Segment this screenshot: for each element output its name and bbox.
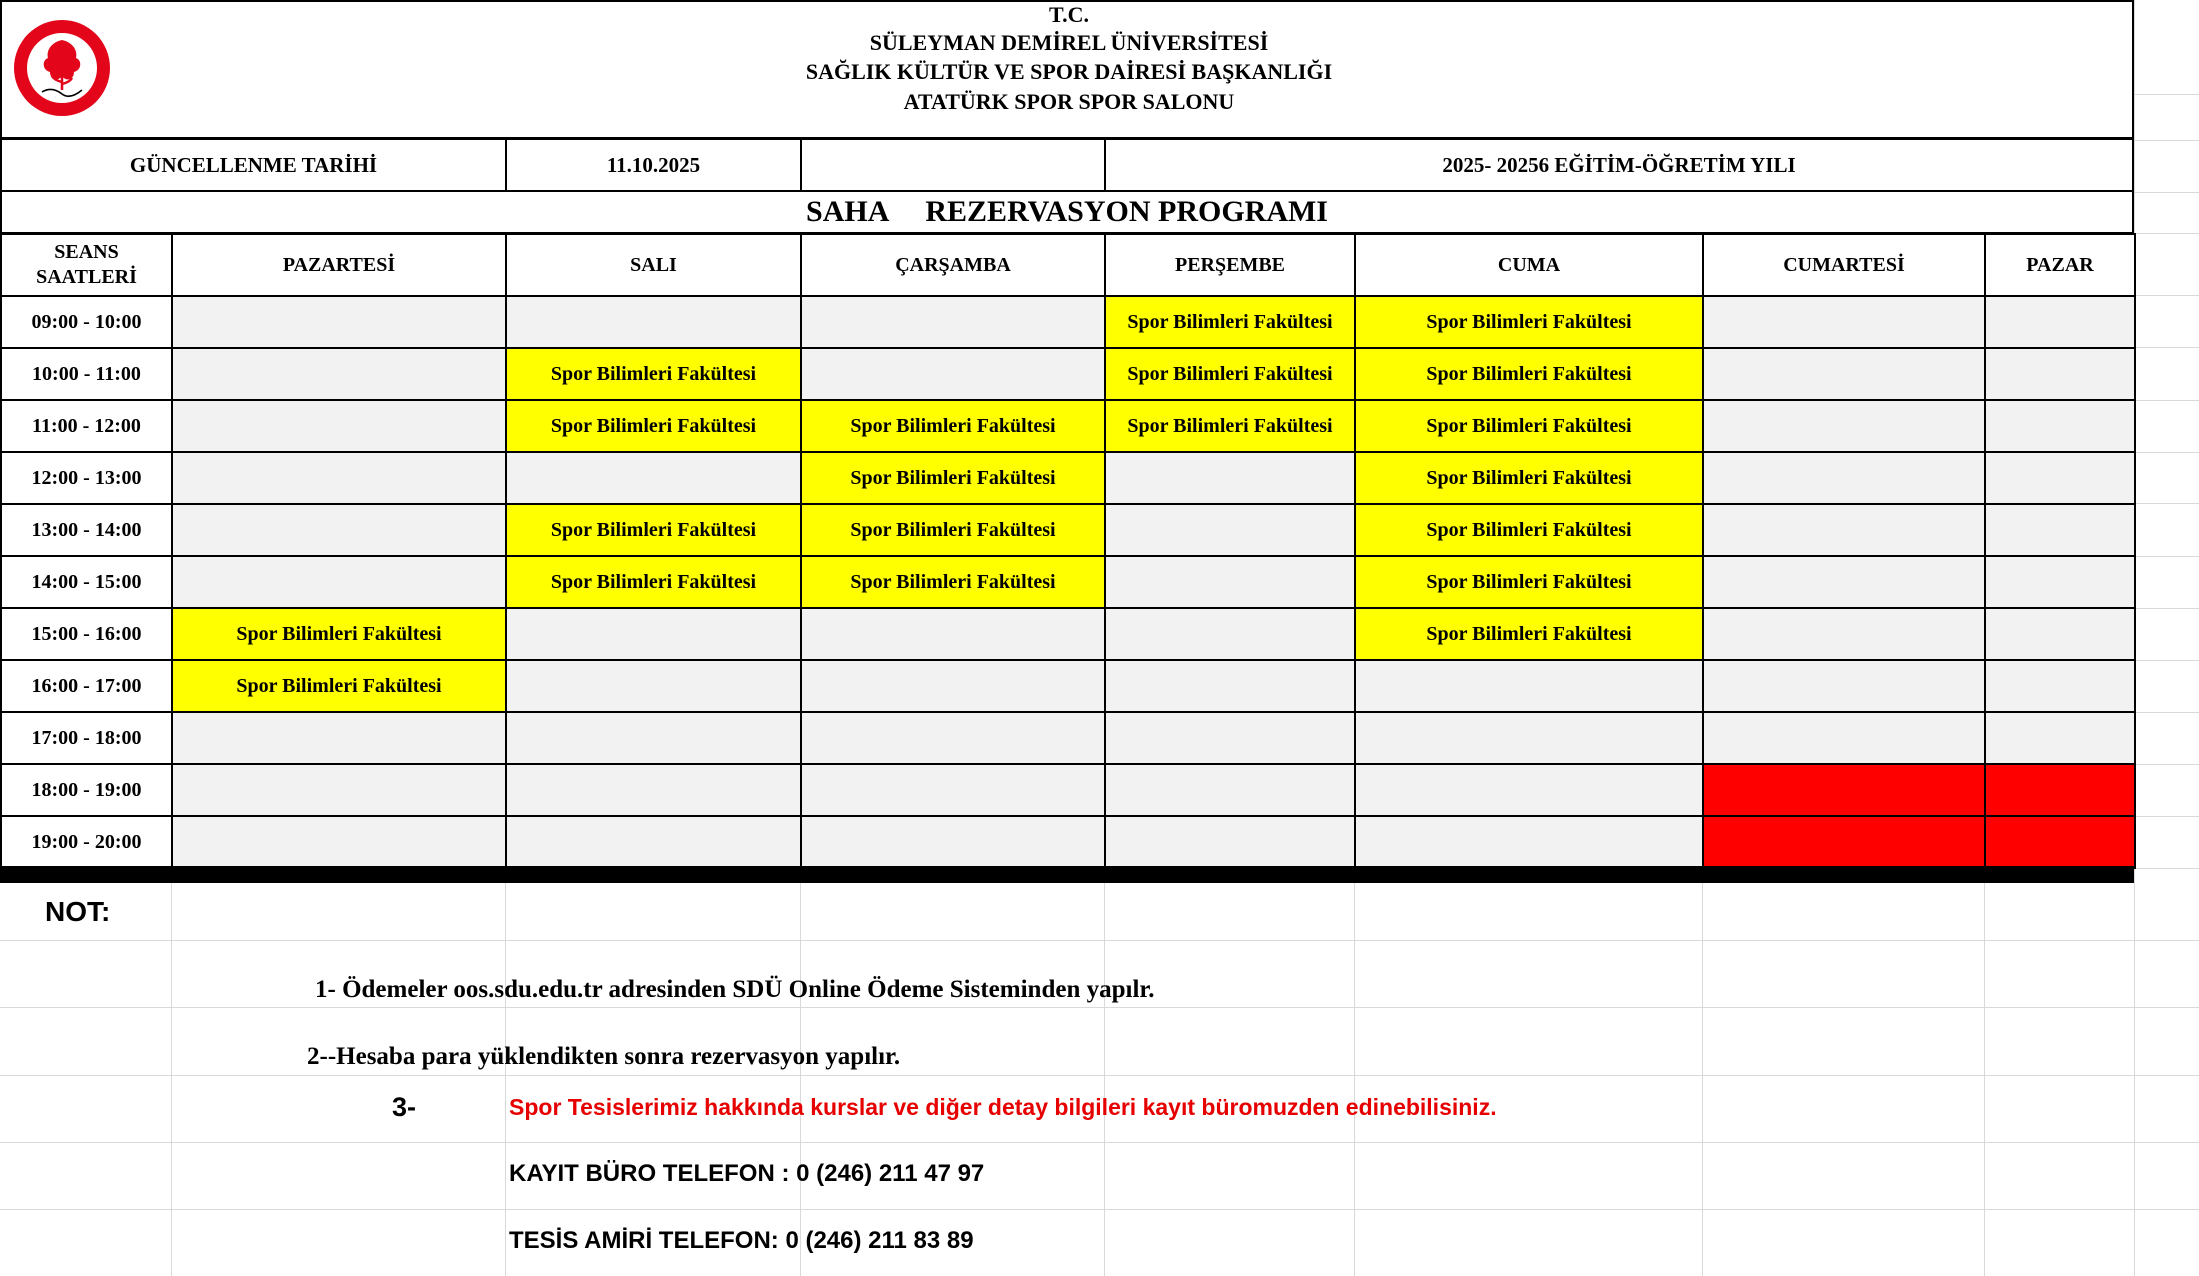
empty-slot bbox=[1703, 452, 1985, 504]
column-header-day: PAZARTESİ bbox=[172, 234, 506, 296]
column-header-day: CUMARTESİ bbox=[1703, 234, 1985, 296]
empty-slot bbox=[172, 712, 506, 764]
empty-slot bbox=[1105, 816, 1355, 868]
empty-slot bbox=[801, 712, 1105, 764]
empty-slot bbox=[1105, 556, 1355, 608]
empty-slot bbox=[506, 764, 801, 816]
note-item-2: 2--Hesaba para yüklendikten sonra rezervasyon yapılır. bbox=[307, 1043, 901, 1070]
empty-slot bbox=[506, 660, 801, 712]
empty-slot bbox=[506, 712, 801, 764]
column-header-day: PAZAR bbox=[1985, 234, 2135, 296]
empty-slot bbox=[1985, 556, 2135, 608]
empty-slot bbox=[1985, 712, 2135, 764]
table-row bbox=[1, 712, 2135, 764]
table-row bbox=[1, 296, 2135, 348]
empty-slot bbox=[172, 348, 506, 400]
table-header-row bbox=[1, 234, 2135, 296]
empty-slot bbox=[506, 452, 801, 504]
blocked-slot bbox=[1703, 764, 1985, 816]
empty-slot bbox=[801, 348, 1105, 400]
empty-slot bbox=[1105, 452, 1355, 504]
empty-slot bbox=[801, 608, 1105, 660]
empty-slot bbox=[1703, 400, 1985, 452]
booked-slot: Spor Bilimleri Fakültesi bbox=[506, 556, 801, 608]
note-item-1: 1- Ödemeler oos.sdu.edu.tr adresinden SDÜ Online Ödeme Sisteminden yapılr. bbox=[315, 976, 1155, 1003]
empty-slot bbox=[172, 452, 506, 504]
header-line-facility: ATATÜRK SPOR SPOR SALONU bbox=[903, 89, 1235, 114]
booked-slot: Spor Bilimleri Fakültesi bbox=[801, 452, 1105, 504]
empty-slot bbox=[1703, 712, 1985, 764]
empty-slot bbox=[1105, 712, 1355, 764]
blocked-slot bbox=[1985, 764, 2135, 816]
empty-slot bbox=[1703, 296, 1985, 348]
booked-slot: Spor Bilimleri Fakültesi bbox=[506, 400, 801, 452]
booked-slot: Spor Bilimleri Fakültesi bbox=[1355, 452, 1703, 504]
column-header-day: CUMA bbox=[1355, 234, 1703, 296]
table-row bbox=[1, 608, 2135, 660]
column-header-day: SALI bbox=[506, 234, 801, 296]
title-part-saha: SAHA bbox=[806, 195, 890, 228]
empty-slot bbox=[172, 296, 506, 348]
info-row bbox=[0, 140, 2134, 192]
empty-slot bbox=[1985, 608, 2135, 660]
empty-slot bbox=[1703, 348, 1985, 400]
empty-slot bbox=[1703, 556, 1985, 608]
empty-slot bbox=[1985, 296, 2135, 348]
booked-slot: Spor Bilimleri Fakültesi bbox=[1355, 556, 1703, 608]
empty-slot bbox=[1985, 348, 2135, 400]
registration-phone: KAYIT BÜRO TELEFON : 0 (246) 211 47 97 bbox=[509, 1160, 985, 1187]
empty-slot bbox=[801, 764, 1105, 816]
booked-slot: Spor Bilimleri Fakültesi bbox=[1105, 348, 1355, 400]
table-bottom-bar bbox=[0, 866, 2134, 883]
empty-slot bbox=[1985, 452, 2135, 504]
note-item-3-number: 3- bbox=[392, 1092, 417, 1122]
table-row bbox=[1, 660, 2135, 712]
empty-slot bbox=[172, 556, 506, 608]
booked-slot: Spor Bilimleri Fakültesi bbox=[1355, 348, 1703, 400]
empty-slot bbox=[1703, 660, 1985, 712]
reservation-table bbox=[0, 233, 2136, 869]
booked-slot: Spor Bilimleri Fakültesi bbox=[1355, 504, 1703, 556]
empty-slot bbox=[801, 296, 1105, 348]
session-time: 14:00 - 15:00 bbox=[1, 556, 172, 608]
update-date: 11.10.2025 bbox=[507, 140, 802, 190]
booked-slot: Spor Bilimleri Fakültesi bbox=[1355, 400, 1703, 452]
table-row bbox=[1, 764, 2135, 816]
empty-slot bbox=[506, 816, 801, 868]
booked-slot: Spor Bilimleri Fakültesi bbox=[506, 348, 801, 400]
empty-slot bbox=[506, 296, 801, 348]
blocked-slot bbox=[1985, 816, 2135, 868]
empty-slot bbox=[172, 764, 506, 816]
empty-slot bbox=[172, 504, 506, 556]
booked-slot: Spor Bilimleri Fakültesi bbox=[801, 556, 1105, 608]
session-time: 11:00 - 12:00 bbox=[1, 400, 172, 452]
grid-row-line bbox=[0, 1007, 2199, 1008]
update-label: GÜNCELLENME TARİHİ bbox=[2, 140, 507, 190]
grid-row-line bbox=[0, 1209, 2199, 1210]
empty-slot bbox=[1703, 504, 1985, 556]
empty-slot bbox=[1355, 712, 1703, 764]
booked-slot: Spor Bilimleri Fakültesi bbox=[801, 504, 1105, 556]
info-empty-cell bbox=[802, 140, 1106, 190]
booked-slot: Spor Bilimleri Fakültesi bbox=[801, 400, 1105, 452]
session-time: 19:00 - 20:00 bbox=[1, 816, 172, 868]
empty-slot bbox=[506, 608, 801, 660]
booked-slot: Spor Bilimleri Fakültesi bbox=[1355, 608, 1703, 660]
empty-slot bbox=[172, 816, 506, 868]
table-row bbox=[1, 400, 2135, 452]
header-line-tc: T.C. bbox=[1049, 2, 1089, 27]
empty-slot bbox=[801, 816, 1105, 868]
booked-slot: Spor Bilimleri Fakültesi bbox=[1355, 296, 1703, 348]
empty-slot bbox=[1105, 608, 1355, 660]
session-time: 09:00 - 10:00 bbox=[1, 296, 172, 348]
table-row bbox=[1, 816, 2135, 868]
empty-slot bbox=[1105, 504, 1355, 556]
schedule-title bbox=[0, 192, 2134, 234]
empty-slot bbox=[1355, 660, 1703, 712]
booked-slot: Spor Bilimleri Fakültesi bbox=[172, 608, 506, 660]
booked-slot: Spor Bilimleri Fakültesi bbox=[506, 504, 801, 556]
column-header-day: PERŞEMBE bbox=[1105, 234, 1355, 296]
header-line-department: SAĞLIK KÜLTÜR VE SPOR DAİRESİ BAŞKANLIĞI bbox=[805, 59, 1333, 84]
empty-slot bbox=[172, 400, 506, 452]
table-row bbox=[1, 556, 2135, 608]
table-row bbox=[1, 348, 2135, 400]
column-header-day: ÇARŞAMBA bbox=[801, 234, 1105, 296]
empty-slot bbox=[1105, 660, 1355, 712]
grid-row-line bbox=[0, 1075, 2199, 1076]
grid-row-line bbox=[0, 1142, 2199, 1143]
booked-slot: Spor Bilimleri Fakültesi bbox=[1105, 400, 1355, 452]
session-time: 13:00 - 14:00 bbox=[1, 504, 172, 556]
table-body bbox=[1, 296, 2135, 868]
table-row bbox=[1, 504, 2135, 556]
grid-row-line bbox=[0, 940, 2199, 941]
header-line-university: SÜLEYMAN DEMİREL ÜNİVERSİTESİ bbox=[869, 30, 1269, 55]
session-time: 17:00 - 18:00 bbox=[1, 712, 172, 764]
empty-slot bbox=[1355, 764, 1703, 816]
empty-slot bbox=[1355, 816, 1703, 868]
session-time: 12:00 - 13:00 bbox=[1, 452, 172, 504]
session-time: 16:00 - 17:00 bbox=[1, 660, 172, 712]
session-time: 18:00 - 19:00 bbox=[1, 764, 172, 816]
table-row bbox=[1, 452, 2135, 504]
session-time: 15:00 - 16:00 bbox=[1, 608, 172, 660]
blocked-slot bbox=[1703, 816, 1985, 868]
academic-year: 2025- 20256 EĞİTİM-ÖĞRETİM YILI bbox=[1442, 152, 1796, 177]
note-label: NOT: bbox=[45, 896, 111, 927]
facility-manager-phone: TESİS AMİRİ TELEFON: 0 (246) 211 83 89 bbox=[509, 1227, 974, 1254]
note-item-3: Spor Tesislerimiz hakkında kurslar ve diğer detay bilgileri kayıt büromuzden edinebilisiniz. bbox=[509, 1094, 1497, 1120]
empty-slot bbox=[1985, 660, 2135, 712]
empty-slot bbox=[1703, 608, 1985, 660]
booked-slot: Spor Bilimleri Fakültesi bbox=[1105, 296, 1355, 348]
title-part-program: REZERVASYON PROGRAMI bbox=[925, 195, 1328, 228]
empty-slot bbox=[1105, 764, 1355, 816]
session-time: 10:00 - 11:00 bbox=[1, 348, 172, 400]
column-header-session-hours: SEANS SAATLERİ bbox=[1, 234, 172, 296]
booked-slot: Spor Bilimleri Fakültesi bbox=[172, 660, 506, 712]
empty-slot bbox=[801, 660, 1105, 712]
empty-slot bbox=[1985, 400, 2135, 452]
document-header bbox=[0, 0, 2134, 140]
empty-slot bbox=[1985, 504, 2135, 556]
